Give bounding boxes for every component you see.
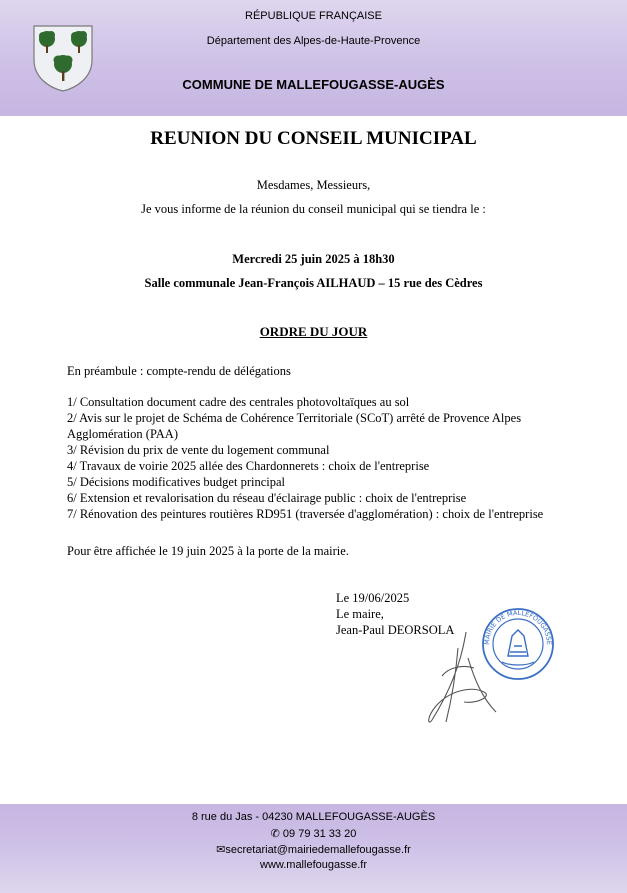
- footer-website[interactable]: www.mallefougasse.fr: [260, 859, 367, 871]
- salutation: Mesdames, Messieurs,: [256, 178, 371, 192]
- letterhead-band: [0, 0, 627, 116]
- page-title: REUNION DU CONSEIL MUNICIPAL: [150, 128, 477, 149]
- footer-band: [0, 804, 627, 893]
- list-item: 3/ Révision du prix de vente du logement communal: [67, 443, 330, 457]
- list-item: 1/ Consultation document cadre des centrales photovoltaïques au sol: [67, 395, 410, 409]
- department-label: Département des Alpes-de-Haute-Provence: [206, 35, 421, 47]
- signature-name: Jean-Paul DEORSOLA: [336, 623, 455, 637]
- signature-date: Le 19/06/2025: [336, 591, 410, 605]
- official-stamp-icon: [480, 606, 556, 682]
- list-item: 2/ Avis sur le projet de Schéma de Cohérence Territoriale (SCoT) arrêté de Provence Alpes Agglomération (PAA): [67, 411, 522, 441]
- agenda-list: [67, 394, 567, 522]
- agenda-heading: ORDRE DU JOUR: [259, 324, 368, 339]
- commune-name: COMMUNE DE MALLEFOUGASSE-AUGÈS: [182, 77, 445, 92]
- signature-role: Le maire,: [336, 607, 384, 621]
- preamble: En préambule : compte-rendu de délégations: [67, 364, 291, 378]
- footer-address: 8 rue du Jas - 04230 MALLEFOUGASSE-AUGÈS: [191, 811, 436, 823]
- list-item: 5/ Décisions modificatives budget principal: [67, 475, 286, 489]
- list-item: 6/ Extension et revalorisation du réseau d'éclairage public : choix de l'entreprise: [67, 491, 467, 505]
- republic-label: RÉPUBLIQUE FRANÇAISE: [245, 10, 382, 22]
- footer-phone: ✆ 09 79 31 33 20: [270, 828, 357, 840]
- list-item: 4/ Travaux de voirie 2025 allée des Chardonnerets : choix de l'entreprise: [67, 459, 430, 473]
- meeting-place: Salle communale Jean-François AILHAUD – 15 rue des Cèdres: [144, 276, 483, 290]
- intro-text: Je vous informe de la réunion du conseil municipal qui se tiendra le :: [141, 202, 486, 216]
- svg-text:MAIRIE DE MALLEFOUGASSE: MAIRIE DE MALLEFOUGASSE: [482, 608, 554, 646]
- posting-note: Pour être affichée le 19 juin 2025 à la porte de la mairie.: [67, 544, 349, 558]
- footer-email[interactable]: ✉secretariat@mairiedemallefougasse.fr: [216, 844, 411, 856]
- meeting-date: Mercredi 25 juin 2025 à 18h30: [232, 252, 395, 266]
- list-item: 7/ Rénovation des peintures routières RD951 (traversée d'agglomération) : choix de l'entreprise: [67, 507, 544, 521]
